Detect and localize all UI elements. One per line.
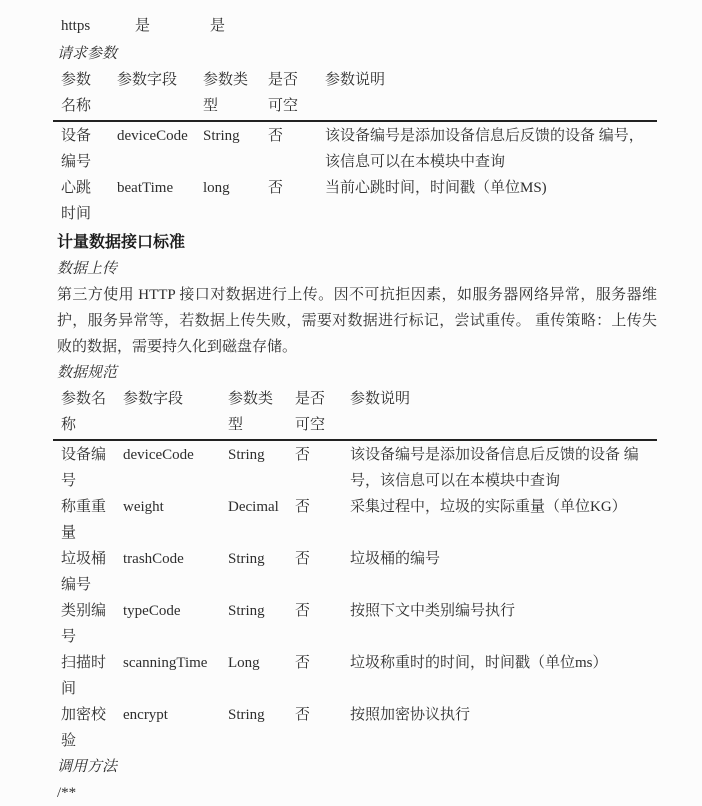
header-param-name: 参数名称 <box>61 391 107 433</box>
param-type-cell: String <box>228 551 265 567</box>
request-params-heading: 请求参数 <box>57 46 118 62</box>
param-field-cell: deviceCode <box>123 447 194 463</box>
data-upload-paragraph: 第三方使用 HTTP 接口对数据进行上传。因不可抗拒因素，如服务器网络异常，服务器维护，服务异常等，若数据上传失败，需要对数据进行标记，尝试重传。 重传策略：上传失败的数据，需要持久化到磁盘存储。 <box>57 287 657 355</box>
header-param-desc: 参数说明 <box>350 391 411 407</box>
param-type-cell: Long <box>228 655 260 671</box>
param-field-cell: beatTime <box>117 180 174 196</box>
header-param-desc: 参数说明 <box>325 72 386 88</box>
param-type-cell: long <box>203 180 230 196</box>
param-desc-cell: 按照下文中类别编号执行 <box>350 603 516 619</box>
param-row-encrypt <box>53 702 657 754</box>
header-param-type: 参数类型 <box>228 391 274 433</box>
param-name-cell: 类别编号 <box>61 603 107 645</box>
param-desc-cell: 该设备编号是添加设备信息后反馈的设备 编号，该信息可以在本模块中查询 <box>325 128 644 170</box>
protocol-cell: https <box>61 18 91 34</box>
param-field-cell: scanningTime <box>123 655 208 671</box>
param-name-cell: 心跳时间 <box>61 180 92 222</box>
param-field-cell: weight <box>123 499 164 515</box>
param-row-deviceCode <box>53 123 657 175</box>
param-row-scanningTime <box>53 650 657 702</box>
param-nullable-cell: 否 <box>268 180 284 196</box>
code-comment-line: /** <box>57 785 77 801</box>
param-type-cell: Decimal <box>228 499 279 515</box>
param-type-cell: String <box>228 707 265 723</box>
data-spec-table <box>53 386 657 754</box>
request-params-table <box>53 67 657 227</box>
param-name-cell: 设备编号 <box>61 128 92 170</box>
document-content <box>53 41 657 806</box>
param-field-cell: deviceCode <box>117 128 188 144</box>
param-desc-cell: 当前心跳时间，时间戳（单位MS) <box>325 180 547 196</box>
param-nullable-cell: 否 <box>295 499 311 515</box>
param-desc-cell: 垃圾称重时的时间，时间戳（单位ms） <box>350 655 608 671</box>
header-param-field: 参数字段 <box>117 72 178 88</box>
yes-cell-1: 是 <box>135 18 151 34</box>
param-nullable-cell: 否 <box>295 707 311 723</box>
param-nullable-cell: 否 <box>295 603 311 619</box>
table-fragment-row <box>57 13 702 39</box>
table2-header-row <box>53 386 657 438</box>
param-desc-cell: 按照加密协议执行 <box>350 707 471 723</box>
param-nullable-cell: 否 <box>295 447 311 463</box>
table1-header-row <box>53 67 657 119</box>
yes-cell-2: 是 <box>210 18 226 34</box>
param-desc-cell: 垃圾桶的编号 <box>350 551 441 567</box>
param-name-cell: 设备编号 <box>61 447 107 489</box>
param-name-cell: 加密校验 <box>61 707 107 749</box>
param-row-trashCode <box>53 546 657 598</box>
param-row-typeCode <box>53 598 657 650</box>
param-field-cell: typeCode <box>123 603 181 619</box>
header-param-type: 参数类型 <box>203 72 249 114</box>
header-param-field: 参数字段 <box>123 391 184 407</box>
param-desc-cell: 该设备编号是添加设备信息后反馈的设备 编号，该信息可以在本模块中查询 <box>350 447 639 489</box>
param-name-cell: 垃圾桶编号 <box>61 551 107 593</box>
param-field-cell: encrypt <box>123 707 168 723</box>
param-name-cell: 称重重量 <box>61 499 107 541</box>
param-name-cell: 扫描时间 <box>61 655 107 697</box>
param-type-cell: String <box>203 128 240 144</box>
param-nullable-cell: 否 <box>295 655 311 671</box>
data-spec-heading: 数据规范 <box>57 365 118 381</box>
param-row-beatTime <box>53 175 657 227</box>
param-row-weight <box>53 494 657 546</box>
param-desc-cell: 采集过程中，垃圾的实际重量（单位KG） <box>350 499 627 515</box>
param-field-cell: trashCode <box>123 551 184 567</box>
param-type-cell: String <box>228 447 265 463</box>
param-row-deviceCode <box>53 442 657 494</box>
table1-divider <box>53 120 657 122</box>
table2-divider <box>53 439 657 441</box>
data-upload-heading: 数据上传 <box>57 261 118 277</box>
invoke-method-heading: 调用方法 <box>57 759 118 775</box>
header-nullable: 是否可空 <box>295 391 326 433</box>
param-nullable-cell: 否 <box>268 128 284 144</box>
header-param-name: 参数名称 <box>61 72 92 114</box>
param-type-cell: String <box>228 603 265 619</box>
header-nullable: 是否可空 <box>268 72 299 114</box>
param-nullable-cell: 否 <box>295 551 311 567</box>
metering-standard-heading: 计量数据接口标准 <box>57 234 186 251</box>
